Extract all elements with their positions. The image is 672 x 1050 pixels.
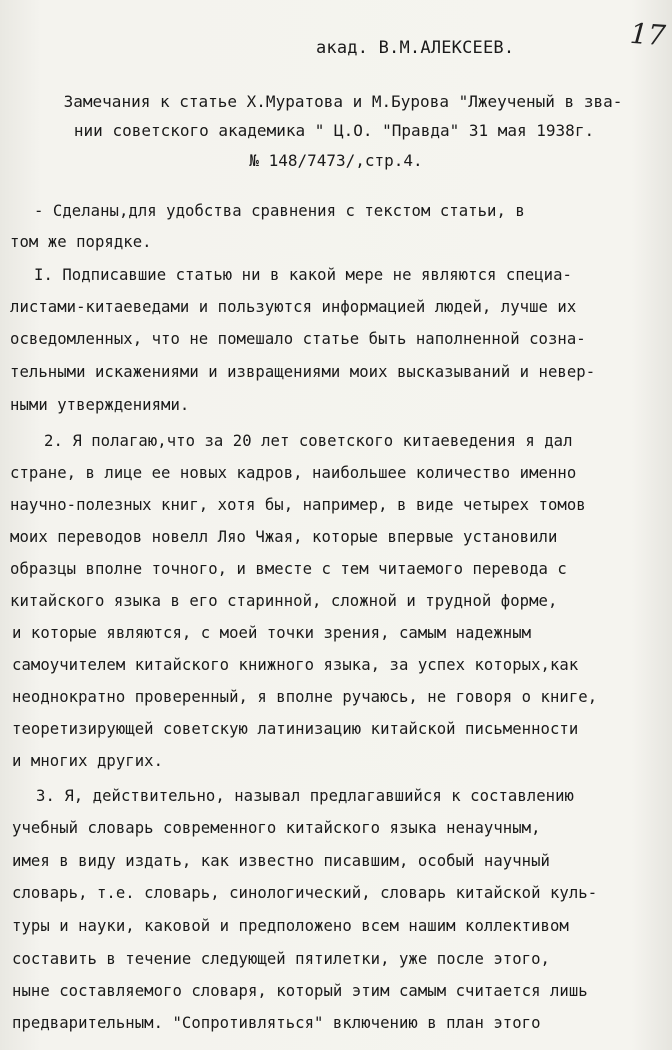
body-line: и многих других. (12, 752, 164, 770)
body-line: туры и науки, каковой и предположено всем нашим коллективом (12, 917, 569, 935)
body-line: и которые являются, с моей точки зрения, самым надежным (12, 624, 532, 642)
heading-line-1: Замечания к статье Х.Муратова и М.Бурова "Лжеученый в зва- (63, 92, 623, 111)
body-line: - Сделаны,для удобства сравнения с текстом статьи, в (34, 202, 525, 220)
body-line: ныне составляемого словаря, который этим самым считается лишь (12, 982, 588, 1000)
body-line: том же порядке. (10, 233, 152, 251)
body-line: образцы вполне точного, и вместе с тем читаемого перевода с (10, 560, 567, 578)
body-line: научно-полезных книг, хотя бы, например, в виде четырех томов (10, 496, 586, 514)
body-line: моих переводов новелл Ляо Чжая, которые впервые установили (10, 528, 558, 546)
body-line: предварительным. "Сопротивляться" включению в план этого (12, 1014, 541, 1032)
body-line: имея в виду издать, как известно писавшим, особый научный (12, 852, 550, 870)
body-line: самоучителем китайского книжного языка, за успех которых,как (12, 656, 579, 674)
body-line: неоднократно проверенный, я вполне ручаюсь, не говоря о книге, (12, 688, 598, 706)
body-line: теоретизирующей советскую латинизацию китайской письменности (12, 720, 579, 738)
body-line: стране, в лице ее новых кадров, наибольшее количество именно (10, 464, 577, 482)
page-number: 17 (629, 16, 668, 53)
body-line: словарь, т.е. словарь, синологический, словарь китайской куль- (12, 884, 598, 902)
author-line: акад. В.М.АЛЕКСЕЕВ. (316, 38, 515, 58)
body-line: учебный словарь современного китайского языка ненаучным, (12, 819, 541, 837)
heading-line-2: нии советского академика " Ц.О. "Правда" 31 мая 1938г. (73, 121, 595, 140)
body-line: 2. Я полагаю,что за 20 лет советского китаеведения я дал (44, 432, 573, 450)
body-line: осведомленных, что не помешало статье быть наполненной созна- (10, 330, 586, 348)
body-line: ными утверждениями. (10, 396, 190, 414)
body-line: листами-китаеведами и пользуются информацией людей, лучше их (10, 298, 577, 316)
body-line: I. Подписавшие статью ни в какой мере не являются специа- (34, 266, 572, 284)
body-line: 3. Я, действительно, называл предлагавшийся к составлению (36, 787, 574, 805)
body-line: китайского языка в его старинной, сложной и трудной форме, (10, 592, 558, 610)
body-line: тельными искажениями и извращениями моих высказываний и невер- (10, 363, 596, 381)
body-line: составить в течение следующей пятилетки, уже после этого, (12, 950, 550, 968)
heading-line-3: № 148/7473/,стр.4. (249, 151, 423, 170)
